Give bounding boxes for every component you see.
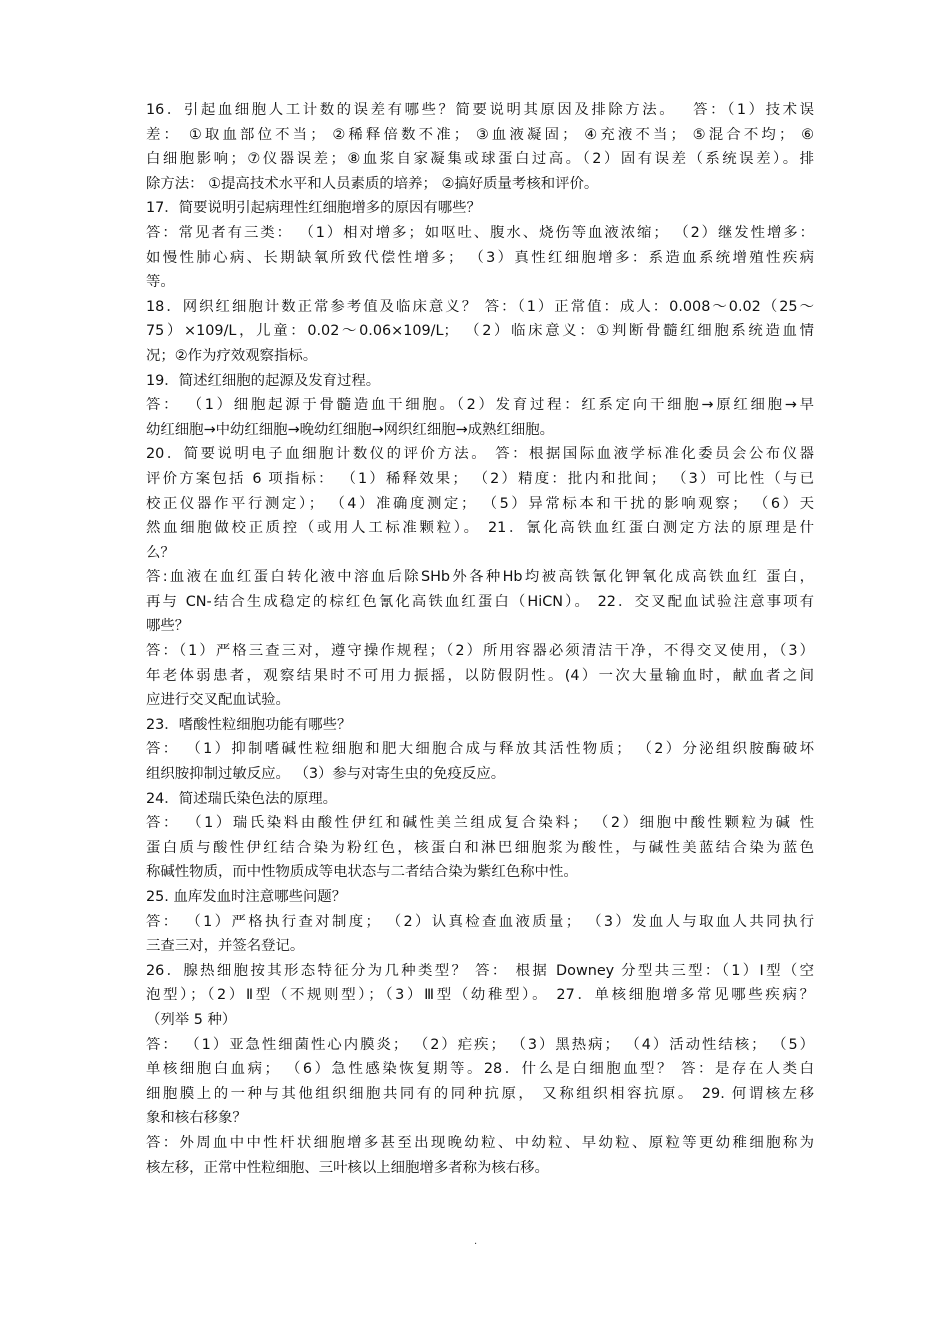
text-line: 核左移，正常中性粒细胞、三叶核以上细胞增多者称为核右移。 (146, 1159, 549, 1176)
text-line: 称碱性物质，而中性物质成等电状态与二者结合染为紫红色称中性。 (146, 864, 578, 881)
text-line: 应进行交叉配血试验。 (146, 692, 290, 709)
text-line: 答：常见者有三类： （1）相对增多；如呕吐、腹水、烧伤等血液浓缩； （2）继发性增多： (146, 224, 814, 241)
text-line: 答：（1）严格三查三对，遵守操作规程；（2）所用容器必须清洁干净，不得交叉使用，（3） (146, 643, 814, 660)
question-heading: 25. 血库发血时注意哪些问题？ (146, 889, 347, 905)
text-line: （列举 5 种） (146, 1011, 237, 1028)
text-line: 蛋白质与酸性伊红结合染为粉红色，核蛋白和淋巴细胞浆为酸性，与碱性美蓝结合染为蓝色 (146, 839, 814, 856)
text-line: 答： （1）抑制嗜碱性粒细胞和肥大细胞合成与释放其活性物质； （2）分泌组织胺酶破坏 (146, 741, 814, 758)
text-line: 单核细胞白血病； （6）急性感染恢复期等。28．什么是白细胞血型？ 答：是存在人类白 (146, 1061, 814, 1078)
text-line: 答： （1）严格执行查对制度； （2）认真检查血液质量； （3）发血人与取血人共同执行 (146, 913, 814, 930)
text-line: 答： （1）细胞起源于骨髓造血干细胞。（2）发育过程：红系定向干细胞→原红细胞→早 (146, 397, 814, 414)
text-line: 年老体弱患者，观察结果时不可用力振摇，以防假阴性。(4）一次大量输血时，献血者之间 (146, 667, 814, 684)
text-line: 么？ (146, 544, 175, 561)
text-line: 答:血液在血红蛋白转化液中溶血后除SHb外各种Hb均被高铁氰化钾氧化成高铁血红 蛋白， (146, 569, 814, 586)
text-line: 26．腺热细胞按其形态特征分为几种类型？ 答： 根据 Downey 分型共三型：（1）Ⅰ型（空 (146, 962, 814, 979)
text-line: 组织胺抑制过敏反应。 （3）参与对寄生虫的免疫反应。 (146, 766, 506, 783)
text-line: 泡型）；（2）Ⅱ型（不规则型）；（3）Ⅲ型（幼稚型）。 27．单核细胞增多常见哪些疾病？ (146, 987, 814, 1004)
text-line: 三查三对，并签名登记。 (146, 938, 305, 955)
question-heading: 17．简要说明引起病理性红细胞增多的原因有哪些？ (146, 200, 481, 217)
text-line: 20．简要说明电子血细胞计数仪的评价方法。 答：根据国际血液学标准化委员会公布仪器 (146, 446, 814, 463)
text-line: 答： （1）瑞氏染料由酸性伊红和碱性美兰组成复合染料； （2）细胞中酸性颗粒为碱 性 (146, 815, 814, 832)
text-line: 评价方案包括 6 项指标： （1）稀释效果； （2）精度：批内和批间； （3）可比性（与已 (146, 470, 814, 487)
text-line: 16．引起血细胞人工计数的误差有哪些？简要说明其原因及排除方法。 答：（1）技术误 (146, 102, 814, 118)
question-heading: 19．简述红细胞的起源及发育过程。 (146, 372, 381, 389)
text-line: 再与 CN-结合生成稳定的棕红色氰化高铁血红蛋白（HiCN）。 22．交叉配血试验注意事项有 (146, 593, 814, 610)
question-heading: 23．嗜酸性粒细胞功能有哪些？ (146, 716, 352, 733)
text-line: 18．网织红细胞计数正常参考值及临床意义？ 答：（1）正常值：成人：0.008～0.02（25～ (146, 298, 814, 315)
text-line: 幼红细胞→中幼红细胞→晚幼红细胞→网织红细胞→成熟红细胞。 (146, 421, 554, 438)
text-line: 答： （1）亚急性细菌性心内膜炎； （2）疟疾； （3）黑热病； （4）活动性结核； （5） (146, 1036, 814, 1053)
text-line: 校正仪器作平行测定）； （4）准确度测定； （5）异常标本和干扰的影响观察； （6）天 (146, 495, 814, 512)
text-line: 除方法： ①提高技术水平和人员素质的培养； ②搞好质量考核和评价。 (146, 175, 599, 192)
text-line: 白细胞影响；⑦仪器误差；⑧血浆自家凝集或球蛋白过高。（2）固有误差（系统误差）。排 (146, 151, 814, 168)
question-heading: 24．简述瑞氏染色法的原理。 (146, 790, 337, 807)
text-line: 如慢性肺心病、长期缺氧所致代偿性增多； （3）真性红细胞增多：系造血系统增殖性疾病 (146, 249, 814, 266)
text-line: 哪些？ (146, 618, 190, 635)
text-line: 细胞膜上的一种与其他组织细胞共同有的同种抗原， 又称组织相容抗原。 29. 何谓核左移 (146, 1085, 814, 1102)
text-line: 然血细胞做校正质控（或用人工标准颗粒）。 21．氰化高铁血红蛋白测定方法的原理是什 (146, 520, 814, 537)
page-footer-mark: . (474, 1236, 478, 1247)
text-line: 等。 (146, 274, 175, 291)
document-body (146, 98, 814, 1180)
text-line: 况；②作为疗效观察指标。 (146, 347, 318, 364)
text-line: 答：外周血中中性杆状细胞增多甚至出现晚幼粒、中幼粒、早幼粒、原粒等更幼稚细胞称为 (146, 1134, 814, 1151)
text-line: 差： ①取血部位不当； ②稀释倍数不准； ③血液凝固； ④充液不当； ⑤混合不均； ⑥ (146, 126, 814, 143)
text-line: 象和核右移象？ (146, 1110, 247, 1127)
text-line: 75）×109/L，儿童：0.02～0.06×109/L； （2）临床意义：①判断骨髓红细胞系统造血情 (146, 323, 814, 340)
